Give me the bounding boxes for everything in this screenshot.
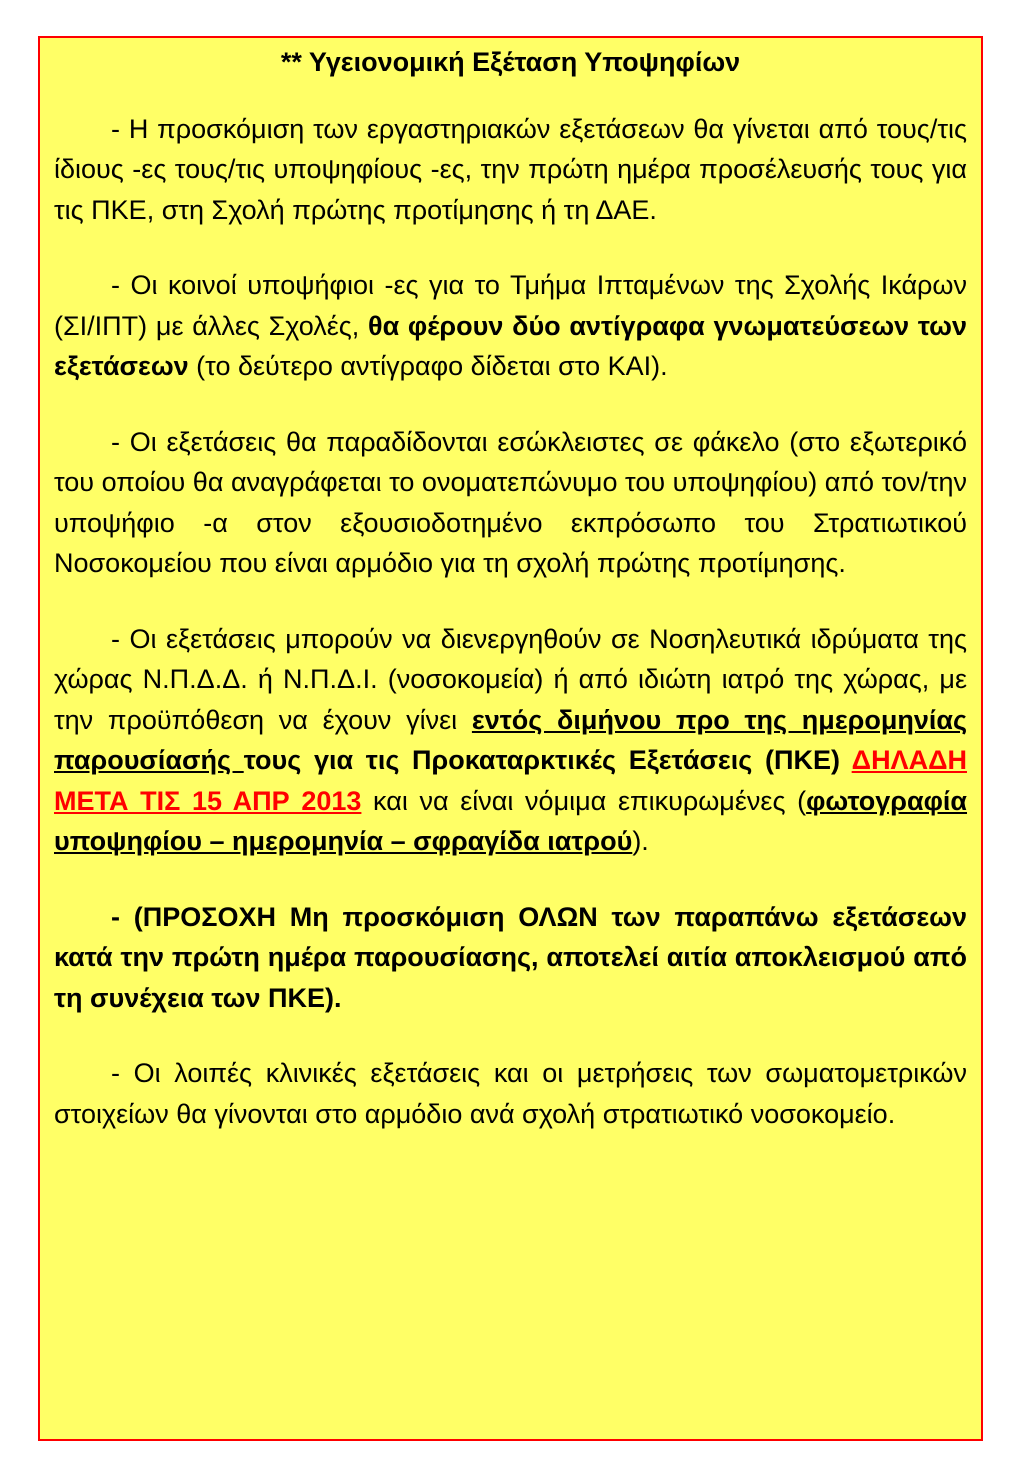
paragraph-attention-warning bbox=[54, 897, 967, 1019]
paragraph-text: - Οι εξετάσεις θα παραδίδονται εσώκλειστες σε φάκελο (στο εξωτερικό του οποίου θα αναγράφεται το ονοματεπώνυμο του υποψηφίου) από τον/την υποψήφιο -α στον εξουσιοδοτημένο εκπρόσωπο του Στρατιωτικού Νοσοκομείου που είναι αρμόδιο για τη σχολή πρώτης προτίμησης. bbox=[54, 426, 967, 578]
paragraph-text: - Η προσκόμιση των εργαστηριακών εξετάσεων θα γίνεται από τους/τις ίδιους -ες τους/τις υποψηφίους -ες, την πρώτη ημέρα προσέλευσής τους για τις ΠΚΕ, στη Σχολή πρώτης προτίμησης ή τη ΔΑΕ. bbox=[54, 113, 967, 225]
paragraph-sealed-envelope bbox=[54, 422, 967, 584]
paragraph-text: - Οι λοιπές κλινικές εξετάσεις και οι μετρήσεις των σωματομετρικών στοιχείων θα γίνονται στο αρμόδιο ανά σχολή στρατιωτικό νοσοκομείο. bbox=[54, 1058, 967, 1129]
paragraph-clinical-exams bbox=[54, 1053, 967, 1134]
paragraph-text-end: ). bbox=[632, 826, 649, 856]
red-date-emphasis: ΔΗΛΑΔΗ ΜΕΤΑ ΤΙΣ 15 ΑΠΡ 2013 bbox=[54, 745, 967, 816]
warning-text: - (ΠΡΟΣΟΧΗ Μη προσκόμιση ΟΛΩΝ των παραπάνω εξετάσεων κατά την πρώτη ημέρα παρουσίασης, αποτελεί αιτία αποκλεισμού από τη συνέχεια των ΠΚΕ). bbox=[54, 901, 967, 1013]
bold-emphasis-two-copies: θα φέρουν δύο αντίγραφα γνωματεύσεων των εξετάσεων bbox=[54, 310, 967, 381]
underlined-two-month-deadline: εντός διμήνου προ της ημερομηνίας παρουσίασής bbox=[54, 704, 968, 775]
paragraph-exam-institutions bbox=[54, 619, 967, 862]
page-title: ** Υγειονομική Εξέταση Υποψηφίων bbox=[280, 47, 741, 77]
paragraph-text-start: - Οι εξετάσεις μπορούν να διενεργηθούν σε Νοσηλευτικά ιδρύματα της χώρας Ν.Π.Δ.Δ. ή Ν.Π.Δ.Ι. (νοσοκομεία) ή από ιδιώτη ιατρό της χώρας, με την προϋπόθεση να έχουν γίνει bbox=[54, 623, 967, 735]
paragraph-lab-tests-delivery bbox=[54, 109, 967, 231]
notice-frame bbox=[38, 36, 983, 1441]
underlined-validation-requirements: φωτογραφία υποψηφίου – ημερομηνία – σφραγίδα ιατρού bbox=[54, 785, 968, 856]
paragraph-text-middle: και να είναι νόμιμα επικυρωμένες ( bbox=[361, 785, 807, 816]
paragraph-text-end: (το δεύτερο αντίγραφο δίδεται στο ΚΑΙ). bbox=[188, 351, 668, 381]
paragraph-pilot-candidates bbox=[54, 265, 967, 387]
paragraph-text-start: - Οι κοινοί υποψήφιοι -ες για το Τμήμα Ιπταμένων της Σχολής Ικάρων (ΣΙ/ΙΠΤ) με άλλες Σχολές, bbox=[54, 270, 967, 341]
bold-pke-reference: τους για τις Προκαταρκτικές Εξετάσεις (ΠΚΕ) bbox=[243, 745, 852, 775]
